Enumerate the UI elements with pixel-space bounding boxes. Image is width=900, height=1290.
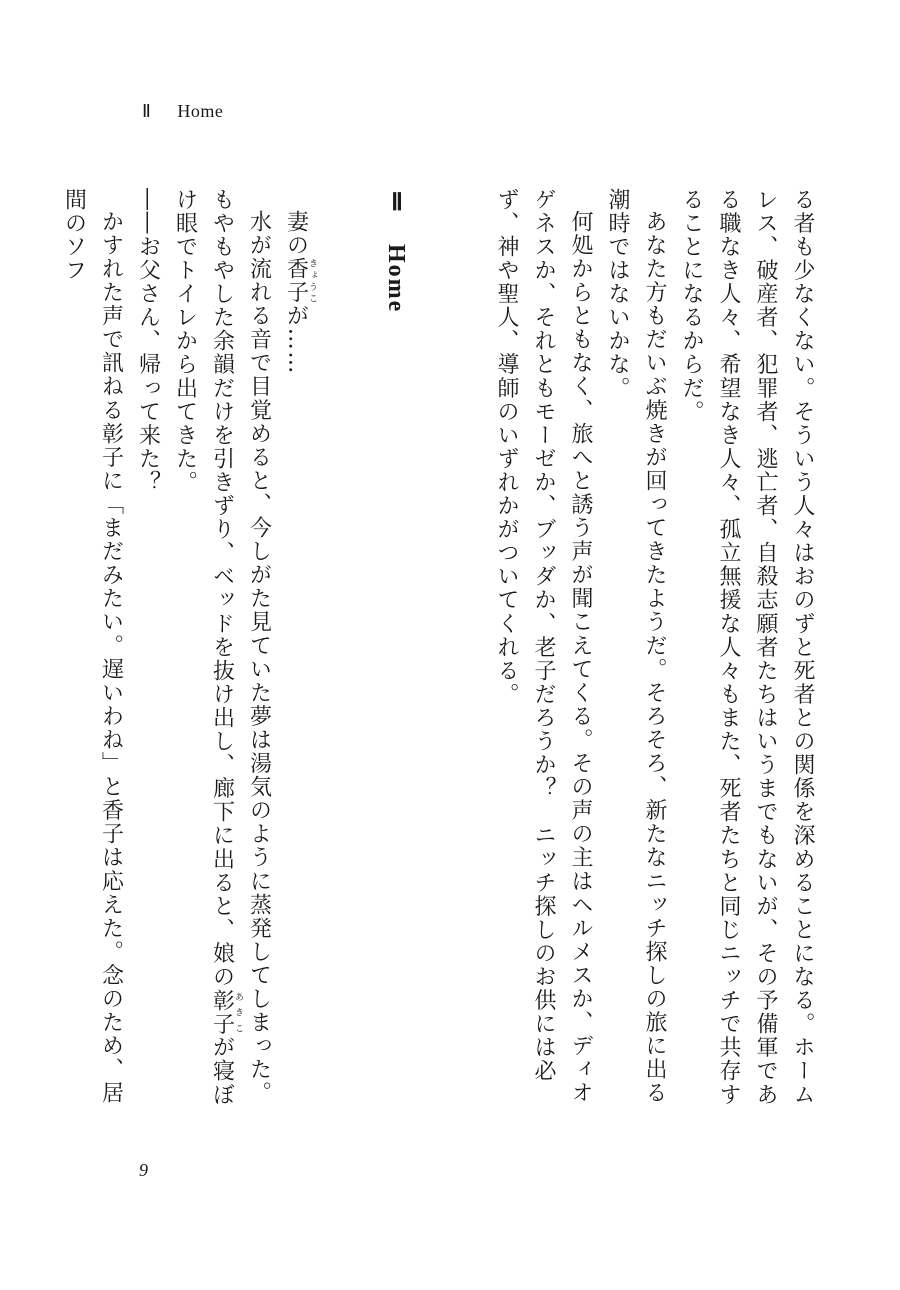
ruby-kyoko xyxy=(283,257,317,305)
paragraph-dialogue: ――お父さん、帰って来た？ xyxy=(135,188,161,495)
text-run: 水が流れる音で目覚めると、今しがた見ていた夢は湯気のように蒸発してしまった。もやもやした余韻だけを引きずり、ベッドを抜け出し、廊下に出ると、娘の xyxy=(209,188,272,1105)
ruby-reading: きょうこ xyxy=(307,257,317,305)
section-heading xyxy=(377,188,414,1128)
paragraph-3: 何処からともなく、旅へと誘う声が聞こえてくる。その声の主はヘルメスか、ディオゲネスか、それともモーゼか、ブッダか、老子だろうか？ ニッチ探しのお供には必ず、神や聖人、導師のいずれかがついてくれる。 xyxy=(494,188,593,1105)
ruby-base: 香子 xyxy=(283,257,309,305)
text-run: が寝ぼけ眼でトイレから出てきた。 xyxy=(172,188,235,1107)
page-number: 9 xyxy=(139,1160,148,1180)
section-title: Home xyxy=(383,244,409,314)
paragraph-2: あなた方もだいぶ焼きが回ってきたようだ。そろそろ、新たなニッチ探しの旅に出る潮時ではないかな。 xyxy=(605,188,667,1105)
paragraph-last: かすれた声で訊ねる彰子に「まだみたい。遅いわね」と香子は応えた。念のため、居間のソフ xyxy=(61,188,124,1105)
running-head-title: Home xyxy=(177,101,224,121)
paragraph-water xyxy=(167,188,278,1128)
running-head xyxy=(142,101,223,122)
body-text xyxy=(61,188,821,1128)
ruby-base: 彰子 xyxy=(209,988,235,1036)
paragraph-wife xyxy=(278,188,318,1128)
running-head-chapter: Ⅱ xyxy=(142,101,152,121)
paragraph-1: る者も少なくない。そういう人々はおのずと死者との関係を深めることになる。ホームレス、破産者、犯罪者、逃亡者、自殺志願者たちはいうまでもないが、その予備軍である職なき人々、希望なき人々、孤立無援な人々もまた、死者たちと同じニッチで共存することになるからだ。 xyxy=(679,188,815,1107)
section-number: Ⅱ xyxy=(383,188,409,218)
ruby-reading: あきこ xyxy=(233,988,243,1036)
text-run: が…… xyxy=(283,304,309,375)
ruby-akiko xyxy=(209,988,243,1036)
text-run: 妻の xyxy=(283,210,309,258)
